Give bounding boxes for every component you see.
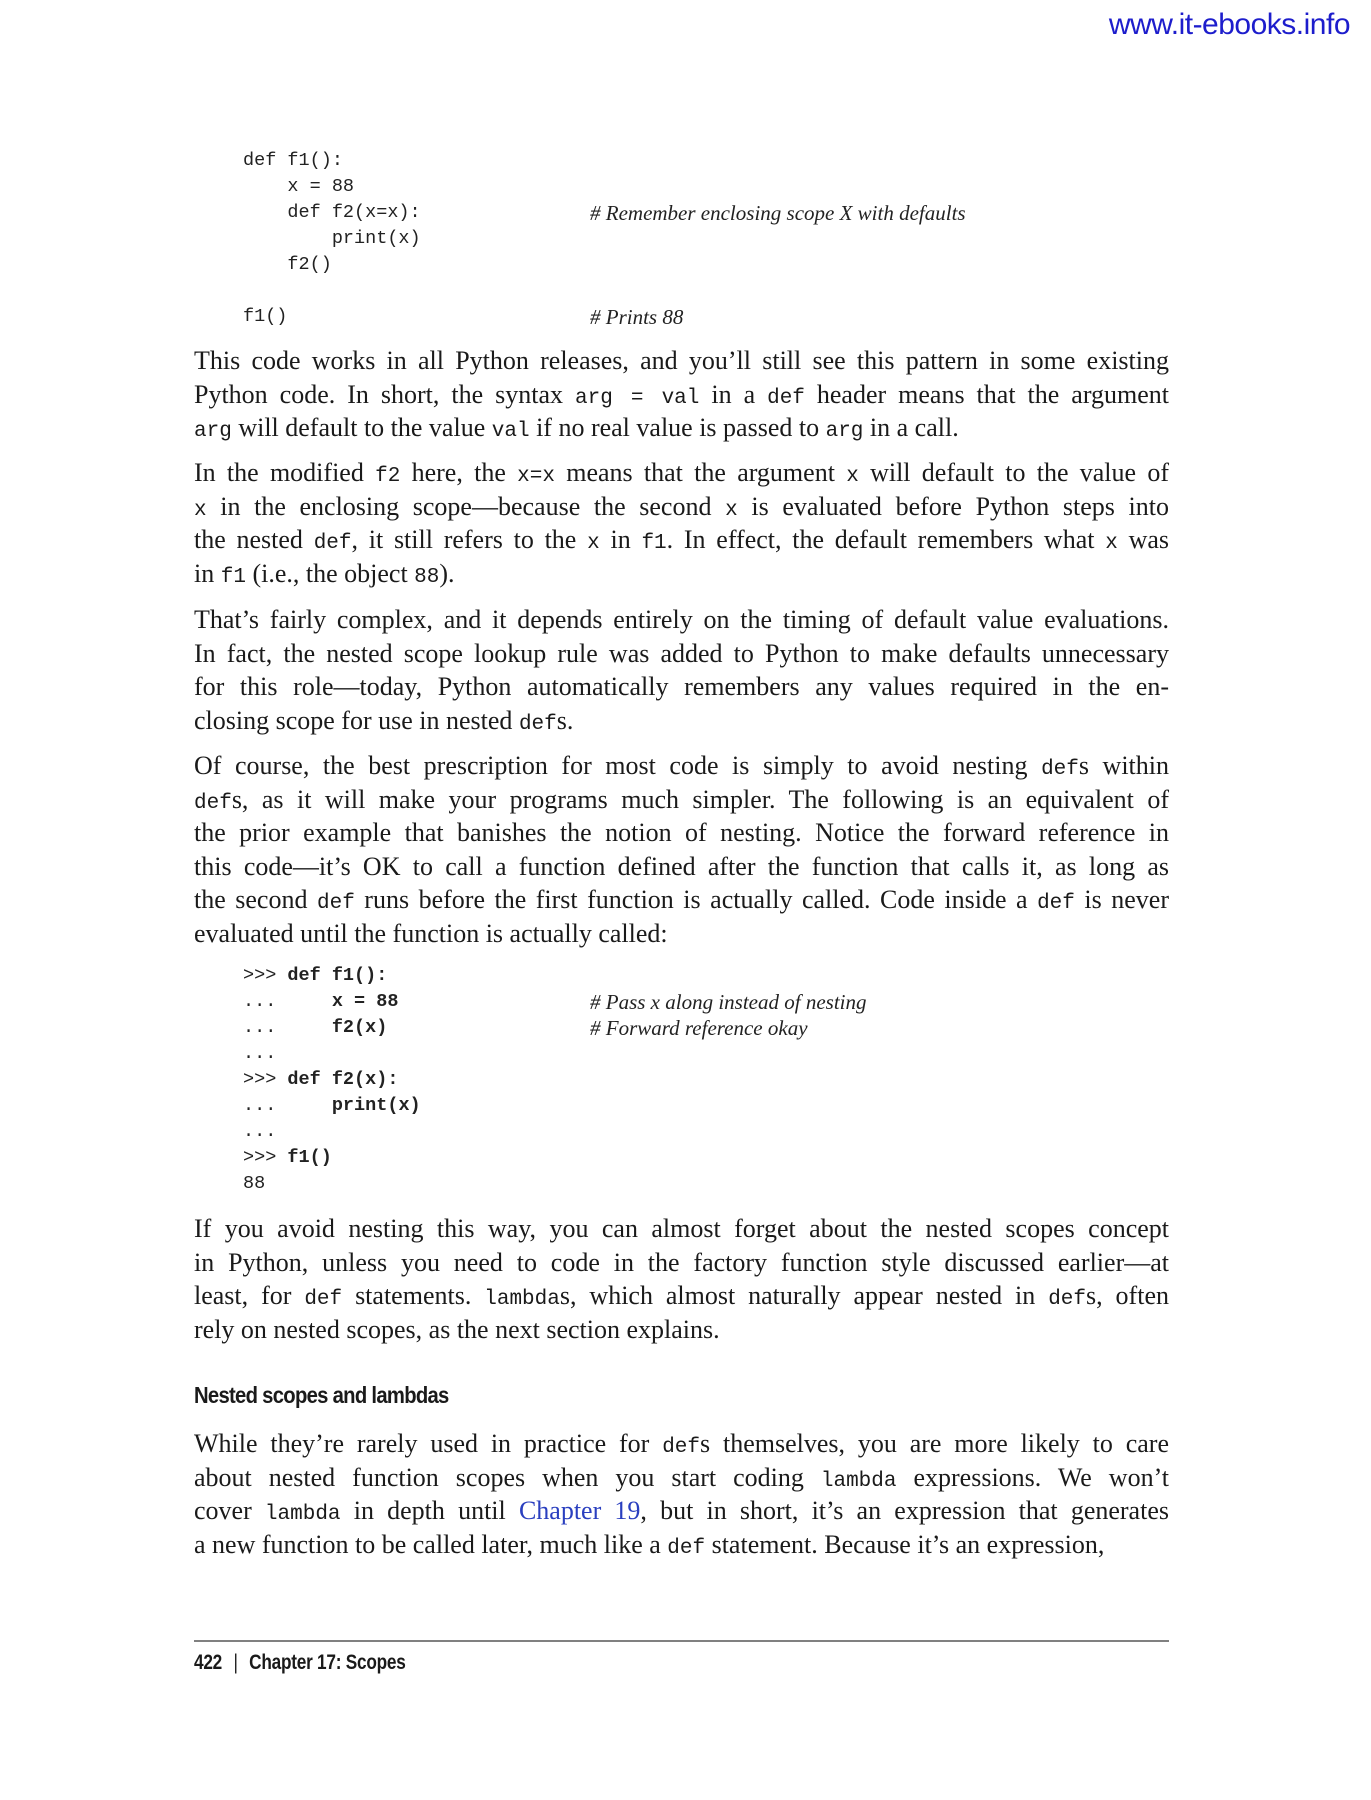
code-prompt: >>> [243, 965, 288, 986]
footer-rule [194, 1640, 1169, 1642]
text-line: This code works in all Python releases, and you’ll still see this pattern in some existing [194, 346, 1169, 375]
inline-code: def [662, 1436, 701, 1459]
paragraph [194, 1427, 1169, 1561]
chapter-link[interactable]: Chapter 19 [518, 1496, 641, 1525]
inline-code: arg [194, 420, 232, 443]
code-prompt: ... [243, 1017, 332, 1038]
code-comment: # Forward reference okay [590, 1016, 808, 1040]
inline-code: lambda [264, 1503, 341, 1526]
inline-code: def [667, 1536, 706, 1560]
inline-code: f2 [375, 465, 401, 488]
inline-code: def [767, 386, 805, 410]
code-text: f1() [287, 1147, 332, 1168]
code-text: def f2(x=x): [243, 202, 421, 223]
text-line: least, for def statements. lambdas, which almost naturally appear nested in defs, often [194, 1281, 1169, 1311]
inline-code: x=x [517, 465, 555, 488]
code-line [243, 1093, 421, 1119]
code-prompt: ... [243, 1043, 277, 1064]
text-line: While they’re rarely used in practice for defs themselves, you are more likely to care [194, 1429, 1169, 1459]
code-text: f1() [243, 306, 288, 327]
text-line: in f1 (i.e., the object 88). [194, 558, 455, 589]
inline-code: def [313, 532, 352, 555]
inline-code: 88 [414, 565, 440, 589]
code-text: f2(x) [331, 1017, 388, 1038]
text-line: defs, as it will make your programs much simpler. The following is an equivalent of [194, 784, 1169, 815]
inline-code: def [194, 791, 232, 815]
code-prompt: ... [243, 1121, 277, 1142]
code-text: print(x) [243, 228, 421, 249]
code-line [243, 226, 421, 252]
text-line: arg will default to the value val if no real value is passed to arg in a call. [194, 413, 959, 443]
code-line [243, 1067, 421, 1093]
code-prompt: >>> [243, 1147, 288, 1168]
inline-code: x [1105, 532, 1118, 555]
text-line: about nested function scopes when you start coding lambda expressions. We won’t [194, 1462, 1169, 1493]
code-text: def f1(): [287, 965, 388, 986]
page-number: 422 [194, 1651, 222, 1674]
text-line: In the modified f2 here, the x=x means that the argument x will default to the value of [194, 458, 1169, 488]
inline-code: f1 [641, 532, 667, 555]
inline-code: def [518, 712, 557, 736]
section-heading: Nested scopes and lambdas [194, 1382, 449, 1408]
inline-code: x [194, 498, 207, 522]
code-block-interactive [243, 963, 867, 1197]
text-line: in Python, unless you need to code in the factory function style discussed earlier—at [194, 1247, 1169, 1277]
inline-code: def [1037, 892, 1075, 915]
code-comment: # Pass x along instead of nesting [590, 990, 867, 1014]
code-line [243, 1119, 421, 1145]
text-line: this code—it’s OK to call a function defined after the function that calls it, as long as [194, 851, 1169, 881]
inline-code: def [1048, 1288, 1087, 1311]
inline-code: x [725, 498, 738, 522]
code-block-defaults [243, 148, 966, 330]
code-line [243, 174, 421, 200]
inline-code: def [316, 892, 355, 915]
code-text: def f1(): [243, 150, 343, 171]
text-line: for this role—today, Python automatically remembers any values required in the en- [194, 672, 1169, 701]
website-link[interactable]: www.it-ebooks.info [1108, 8, 1350, 41]
code-prompt: ... [243, 1095, 332, 1116]
chapter-title: Chapter 17: Scopes [249, 1651, 406, 1674]
code-line [243, 989, 867, 1015]
text-line: rely on nested scopes, as the next section explains. [194, 1314, 720, 1344]
text-line: x in the enclosing scope—because the second x is evaluated before Python steps into [194, 491, 1169, 522]
code-prompt: ... [243, 991, 332, 1012]
text-line: If you avoid nesting this way, you can almost forget about the nested scopes concept [194, 1214, 1169, 1243]
code-line [243, 304, 684, 330]
code-line [243, 1145, 421, 1171]
paragraph [194, 456, 1169, 590]
text-line: Of course, the best prescription for most code is simply to avoid nesting defs within [194, 751, 1169, 781]
text-line: the prior example that banishes the notion of nesting. Notice the forward reference in [194, 818, 1169, 847]
inline-code: lambda [484, 1288, 560, 1311]
code-text: def f2(x): [287, 1069, 399, 1090]
text-line: cover lambda in depth until Chapter 19, but in short, it’s an expression that generates [194, 1496, 1169, 1526]
text-line: evaluated until the function is actually called: [194, 918, 668, 948]
code-text: x = 88 [331, 991, 399, 1012]
inline-code: def [1041, 758, 1079, 781]
paragraph [194, 749, 1169, 950]
inline-code: lambda [820, 1469, 897, 1493]
text-line: Python code. In short, the syntax arg = val in a def header means that the argument [194, 379, 1169, 410]
paragraph [194, 1212, 1169, 1346]
code-comment: # Prints 88 [590, 305, 684, 329]
inline-code: f1 [220, 565, 246, 589]
text-line: the second def runs before the first function is actually called. Code inside a def is never [194, 885, 1169, 915]
text-line: the nested def, it still refers to the x in f1. In effect, the default remembers what x was [194, 525, 1170, 555]
page-footer [194, 1651, 406, 1675]
inline-code: x [587, 532, 600, 555]
code-line [243, 1015, 808, 1041]
footer-separator: | [233, 1651, 238, 1674]
code-text: print(x) [331, 1095, 421, 1116]
code-text: x = 88 [243, 176, 355, 197]
code-line [243, 278, 421, 304]
code-prompt: 88 [243, 1173, 266, 1194]
inline-code: arg = val [574, 386, 700, 410]
text-line: closing scope for use in nested defs. [194, 705, 574, 736]
text-line: a new function to be called later, much like a def statement. Because it’s an expression, [194, 1529, 1105, 1560]
code-comment: # Remember enclosing scope X with defaults [590, 201, 966, 225]
code-line [243, 200, 966, 226]
code-line [243, 252, 421, 278]
inline-code: arg [825, 420, 864, 443]
code-text: f2() [243, 254, 332, 275]
code-prompt: >>> [243, 1069, 288, 1090]
inline-code: def [304, 1288, 343, 1311]
paragraph [194, 603, 1169, 737]
paragraph [194, 344, 1169, 445]
text-line: In fact, the nested scope lookup rule was added to Python to make defaults unnecessary [194, 638, 1169, 668]
code-line [243, 148, 421, 174]
code-line [243, 1171, 421, 1197]
code-line [243, 1041, 421, 1067]
text-line: That’s fairly complex, and it depends entirely on the timing of default value evaluations. [194, 605, 1169, 634]
inline-code: x [846, 465, 859, 488]
inline-code: val [491, 420, 530, 443]
code-line [243, 963, 421, 989]
